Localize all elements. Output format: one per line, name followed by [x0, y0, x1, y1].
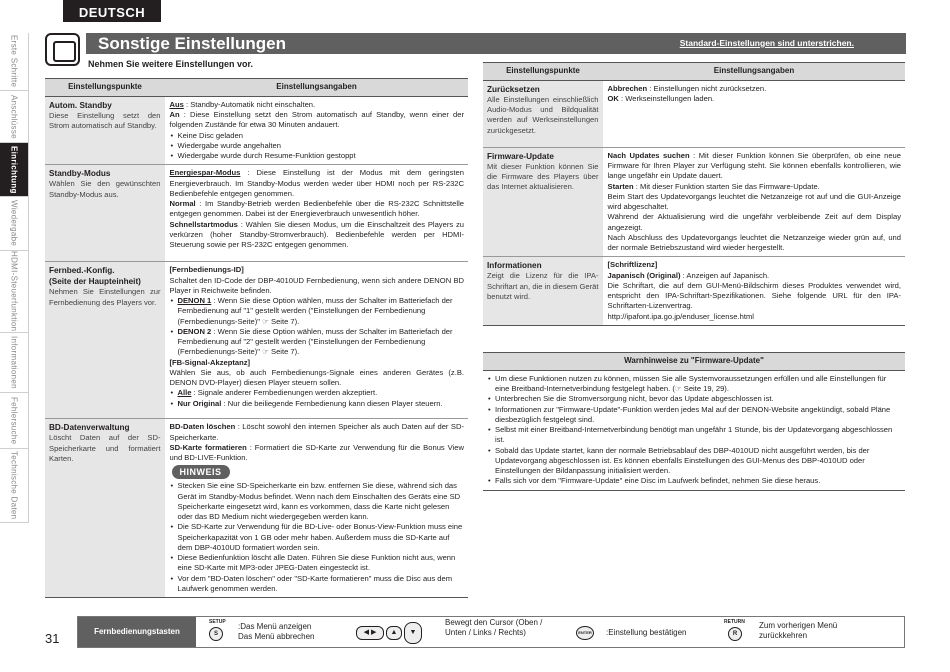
option-text: : Wenn Sie diese Option wählen, muss der Schalter im Batteriefach der Fernbedienung auf "2" gestellt werden ("Einstellungen der Fernbedienung (Fernbedienungs-Seite)" ☞ Seite 7). — [177, 326, 453, 357]
table-row — [45, 419, 468, 598]
setting-description: Alle Einstellungen einschließlich Audio-Modus und Bildqualität werden auf Werkseinstellungen zurückgesetzt. — [487, 94, 599, 135]
option-text: : Löscht sowohl den internen Speicher als auch Daten auf der SD-Speicherkarte. — [169, 422, 464, 442]
sidenav-item-fehlersuche[interactable] — [0, 393, 28, 449]
sidenav-item-hdmi[interactable] — [0, 251, 28, 333]
table-row — [45, 262, 468, 419]
option-label: DENON 2 — [177, 326, 212, 336]
table-row — [483, 147, 905, 257]
option-text: : Wählen Sie diesen Modus, um die Einschaltzeit des Players zu verkürzen (hoher Standby-Stromverbrauch). Bedienbefehle werden per HDMI-Steuerung sowie per RS-232C entgegen genommen. — [169, 219, 464, 250]
setting-description: Mit dieser Funktion können Sie die Firmware des Players über das Internet aktualisieren. — [487, 161, 599, 192]
section-heading: [Fernbedienungs-ID] — [169, 265, 244, 275]
title-bar — [86, 33, 906, 54]
warning-item: • Sobald das Update startet, kann der normale Betriebsablauf des DBP-4010UD nicht ausgeführt werden, bis der Updatevorgang abgeschlossen ist. Es können ebenfalls Einstellungen des GUI-Menus des DBP-4010UD oder Einstellungen der Bildanpassung initialisiert werden. — [495, 446, 901, 477]
section-text: Beim Start des Updatevorgangs leuchtet die Netzanzeige rot auf und die GUI-Anzeige wird abgeschaltet. — [607, 191, 901, 212]
enter-text: :Einstellung bestätigen — [606, 628, 687, 637]
enter-button-icon: ENTER — [576, 626, 594, 640]
return-tag: RETURN — [724, 619, 745, 625]
column-header-details: Einstellungsangaben — [165, 79, 468, 97]
list-item: • Wiedergabe wurde durch Resume-Funktion gestoppt — [178, 151, 465, 161]
setup-icon — [45, 33, 80, 66]
setting-name: Informationen — [487, 261, 542, 271]
option-label: Normal — [169, 199, 196, 209]
sidenav-label: Fehlersuche — [9, 396, 19, 445]
option-label: Starten — [607, 181, 634, 191]
hinweis-badge: HINWEIS — [172, 465, 230, 479]
sidenav-item-einrichtung[interactable] — [0, 143, 28, 197]
setup-text-1: :Das Menü anzeigen — [238, 622, 312, 631]
option-label: Nur Original — [177, 398, 222, 408]
note-item: • Stecken Sie eine SD-Speicherkarte ein bzw. entfernen Sie diese, während sich das Gerät im Standby-Modus befindet. Wenn nach dem Einschalten des Geräts eine SD Speicherkarte eingesetzt wird, kann es vorkommen, dass die Karte nicht gelesen oder das BD Medium nicht wiedergegeben werden kann. — [178, 481, 465, 522]
settings-table-right — [483, 62, 905, 326]
license-url[interactable]: http://ipafont.ipa.go.jp/enduser_license.html — [607, 311, 754, 321]
setting-name: Firmware-Update — [487, 151, 554, 161]
option-text: : Signale anderer Fernbedienungen werden akzeptiert. — [191, 388, 378, 398]
warning-item: • Falls sich vor dem "Firmware-Update" eine Disc im Laufwerk befindet, nehmen Sie diese heraus. — [495, 476, 901, 486]
setting-name-sub: (Seite der Haupteinheit) — [49, 277, 141, 287]
remote-keys-footer — [77, 616, 905, 648]
option-text: : Standby-Automatik nicht einschalten. — [183, 99, 316, 109]
option-text: : Diese Einstellung ist der Modus mit dem geringsten Energieverbrauch. Im Standby-Modus werden weder über HDMI noch per RS-232C Bedienbefehle entgegen genommen. — [169, 168, 464, 198]
option-label: Aus — [169, 99, 184, 109]
return-text: Zum vorherigen Menü zurückkehren — [759, 621, 838, 641]
option-label: OK — [607, 94, 619, 104]
language-tab: DEUTSCH — [63, 0, 161, 22]
sidenav-label: Erste Schritte — [9, 35, 19, 88]
sidenav-label: Informationen — [9, 336, 19, 389]
side-navigation — [0, 33, 29, 523]
option-label: Japanisch (Original) — [607, 270, 681, 280]
cursor-text: Bewegt den Cursor (Oben / Unten / Links / Rechts) — [445, 618, 543, 638]
setting-name: Fernbed.-Konfig. — [49, 266, 115, 276]
table-row — [483, 80, 905, 147]
option-label: BD-Daten löschen — [169, 422, 236, 432]
warning-item: • Informationen zur "Firmware-Update"-Funktion werden jedes Mal auf der DENON-Website angekündigt, sobald Pläne diesbezüglich festgelegt sind. — [495, 405, 901, 426]
table-row — [45, 96, 468, 165]
option-text: : Nur die beiliegende Fernbedienung kann diesen Player steuern. — [221, 398, 443, 408]
setting-description: Wählen Sie den gewünschten Standby-Modus aus. — [49, 179, 161, 199]
option-label: DENON 1 — [177, 296, 212, 306]
option-label: Abbrechen — [607, 83, 648, 93]
section-heading: [FB-Signal-Akzeptanz] — [169, 357, 251, 367]
warning-box — [483, 352, 905, 491]
sidenav-item-erste-schritte[interactable] — [0, 33, 28, 91]
section-text: Während der Aktualisierung wird die ungefähr verbleibende Zeit auf dem Display angezeigt. — [607, 212, 901, 232]
column-header-items: Einstellungspunkte — [45, 79, 165, 97]
sidenav-item-wiedergabe[interactable] — [0, 197, 28, 251]
sidenav-label: HDMI-Steuerfunktion — [9, 251, 19, 332]
setting-name: Autom. Standby — [49, 100, 112, 110]
list-item: • Keine Disc geladen — [178, 131, 465, 141]
standard-note: Standard-Einstellungen sind unterstrichen. — [679, 38, 854, 48]
warning-title: Warnhinweise zu "Firmware-Update" — [483, 353, 905, 371]
note-item: • Diese Bedienfunktion löscht alle Daten. Führen Sie diese Funktion nicht aus, wenn eine SD-Karte mit MP3-oder JPEG-Daten eingesteckt ist. — [178, 553, 465, 574]
option-label: Energiespar-Modus — [169, 168, 241, 178]
sidenav-item-informationen[interactable] — [0, 333, 28, 393]
cursor-down-icon: ▼ — [404, 622, 422, 644]
option-text: : Einstellungen nicht zurücksetzen. — [647, 83, 767, 93]
page-number: 31 — [45, 631, 60, 646]
section-text: Nach Abschluss des Updatevorgangs leuchtet die Netzanzeige wieder grün auf, und der normale Betriebszustand wird wieder hergestellt. — [607, 232, 901, 253]
option-label: SD-Karte formatieren — [169, 442, 247, 452]
cursor-up-icon: ▲ — [386, 626, 402, 640]
subtitle: Nehmen Sie weitere Einstellungen vor. — [88, 59, 254, 69]
warning-item: • Um diese Funktionen nutzen zu können, müssen Sie alle Systemvoraussetzungen erfüllen und alle Einstellungen für eine Breitband-Internetverbindung festgelegt haben. (☞ Seite 19, 29). — [495, 374, 901, 395]
warning-item: • Unterbrechen Sie die Stromversorgung nicht, bevor das Update abgeschlossen ist. — [495, 394, 901, 404]
section-text: Schaltet den ID-Code der DBP-4010UD Fernbedienung, wenn sich andere DENON BD Player in Reichweite befinden. — [169, 275, 464, 295]
footer-label: Fernbedienungstasten — [78, 617, 196, 647]
warning-item: • Selbst mit einer Breitband-Internetverbindung benötigt man ungefähr 1 Stunde, bis der Updatevorgang abgeschlossen ist. — [495, 425, 901, 446]
setting-name: Zurücksetzen — [487, 84, 540, 94]
option-text: : Im Standby-Betrieb werden Bedienbefehle über die RS-232C Schnittstelle entgegen genommen. Dabei ist der Energieverbrauch unwesentlich höher. — [169, 199, 464, 219]
settings-table-left — [45, 78, 468, 598]
setup-button-icon: S — [209, 627, 223, 641]
setting-name: Standby-Modus — [49, 169, 111, 179]
page-title: Sonstige Einstellungen — [98, 34, 286, 53]
option-text: : Wenn Sie diese Option wählen, muss der Schalter im Batteriefach der Fernbedienung auf "1" gestellt werden ("Einstellungen der Fernbedienung (Fernbedienungs-Seite)" ☞ Seite 7). — [177, 296, 453, 326]
sidenav-label: Anschlüsse — [9, 94, 19, 139]
cursor-left-right-icon: ◀ ▶ — [356, 626, 384, 640]
column-header-items: Einstellungspunkte — [483, 63, 603, 81]
sidenav-label: Technische Daten — [9, 451, 19, 520]
option-text: : Mit dieser Funktion starten Sie das Firmware-Update. — [633, 181, 820, 191]
section-heading: [Schriftlizenz] — [607, 260, 658, 270]
sidenav-label: Einrichtung — [9, 145, 19, 194]
option-text: : Werkseinstellungen laden. — [618, 94, 715, 104]
option-label: Nach Updates suchen — [607, 150, 690, 160]
setting-description: Nehmen Sie Einstellungen zur Fernbedienung des Players vor. — [49, 287, 161, 307]
list-item: • Wiedergabe wurde angehalten — [178, 141, 465, 151]
sidenav-item-technische-daten[interactable] — [0, 449, 28, 523]
option-text: : Diese Einstellung setzt den Strom automatisch auf Standby, wenn einer der folgenden Zustände für etwa 30 Minuten andauert. — [169, 110, 464, 130]
table-row — [483, 257, 905, 326]
setting-description: Zeigt die Lizenz für die IPA-Schriftart an, die in diesem Gerät benutzt wird. — [487, 271, 599, 301]
column-header-details: Einstellungsangaben — [603, 63, 905, 81]
note-item: • Die SD-Karte zur Verwendung für die BD-Live- oder Bonus-View-Funktion muss eine Speicherkapazität von 1 GB oder mehr haben. Außerdem muss die SD-Karte auf dem DBP-4010UD formatiert worden sein. — [178, 522, 465, 553]
setting-name: BD-Datenverwaltung — [49, 423, 130, 433]
section-text: Wählen Sie aus, ob auch Fernbedienungs-Signale eines anderen Gerätes (z.B. DENON DVD-Player) diesen Player steuern sollen. — [169, 367, 464, 388]
setting-description: Löscht Daten auf der SD-Speicherkarte und formatiert Karten. — [49, 433, 161, 463]
option-text: : Anzeigen auf Japanisch. — [680, 270, 770, 280]
option-text: : Mit dieser Funktion können Sie überprüfen, ob eine neue Firmware für Ihren Player zur Verfügung steht. Sie können ebenfalls kontrollieren, wie lange ungefähr ein Update dauert. — [607, 150, 901, 181]
table-row — [45, 165, 468, 262]
sidenav-item-anschluesse[interactable] — [0, 91, 28, 143]
option-text: : Formatiert die SD-Karte zur Verwendung für die Bonus View und BD-LIVE-Funktion. — [169, 442, 464, 463]
option-label: Alle — [177, 388, 192, 398]
option-label: Schnellstartmodus — [169, 219, 238, 229]
section-text: Die Schriftart, die auf dem GUI-Menü-Bildschirm dieses Produktes verwendet wird, entspricht den IPA-Schriftart-Spezifikationen. Siehe folgende URL für den IPA-Schriftarten-Lizenvertrag. — [607, 280, 901, 311]
return-button-icon: R — [728, 627, 742, 641]
sidenav-label: Wiedergabe — [9, 200, 19, 247]
note-item: • Vor dem "BD-Daten löschen" oder "SD-Karte formatieren" muss die Disc aus dem Laufwerk genommen werden. — [178, 574, 465, 595]
setup-text-2: Das Menü abbrechen — [238, 632, 315, 641]
option-label: An — [169, 110, 180, 120]
setting-description: Diese Einstellung setzt den Strom automatisch auf Standby. — [49, 110, 161, 131]
setup-tag: SETUP — [209, 619, 226, 625]
